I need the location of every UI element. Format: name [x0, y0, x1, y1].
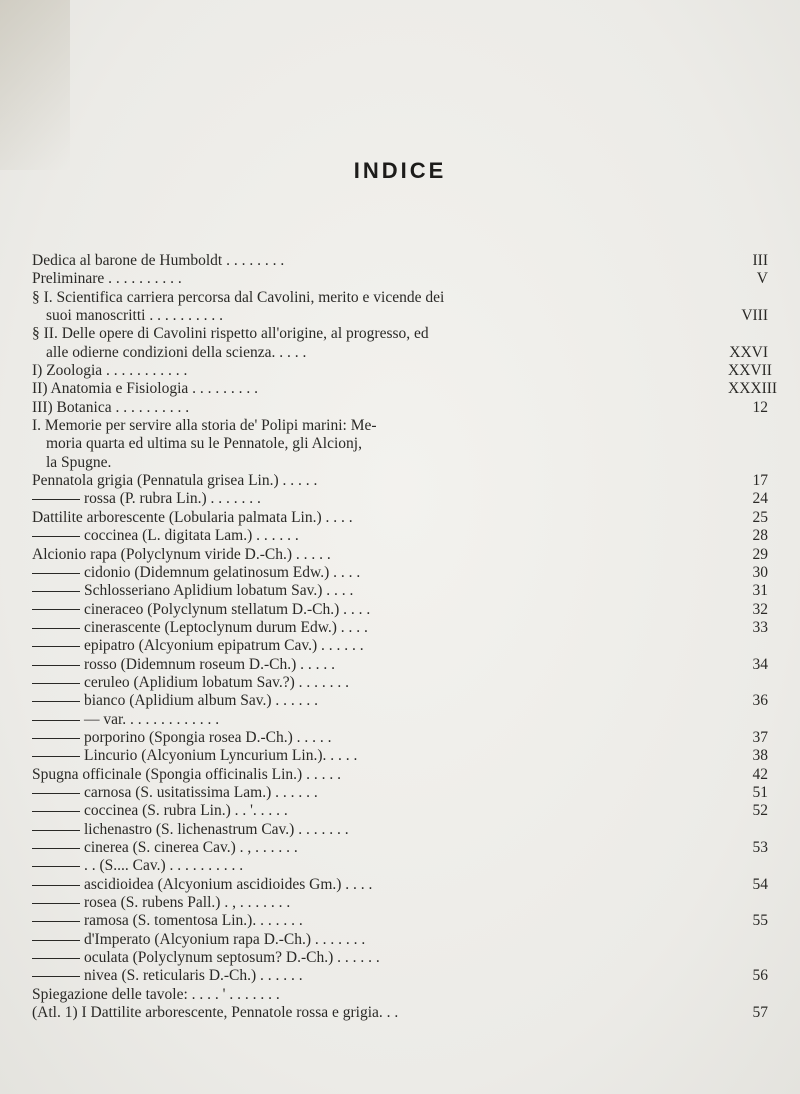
page-stain: [0, 0, 70, 170]
repeat-dash: [32, 609, 80, 610]
toc-entry: [32, 546, 768, 564]
toc-entry-text: [32, 454, 728, 472]
toc-entry: [32, 637, 768, 655]
toc-entry-label: — var. . . . . . . . . . . . .: [84, 710, 220, 728]
toc-entry-label: cidonio (Didemnum gelatinosum Edw.) . . . .: [84, 563, 361, 581]
toc-entry-text: [32, 472, 728, 490]
toc-entry-label: nivea (S. reticularis D.-Ch.) . . . . . .: [84, 967, 303, 985]
toc-entry-label: rosso (Didemnum roseum D.-Ch.) . . . . .: [84, 655, 335, 673]
toc-entry-label: § I. Scientifica carriera percorsa dal Cavolini, merito e vicende dei: [32, 288, 445, 306]
repeat-dash: [32, 720, 80, 721]
toc-entry-label: coccinea (S. rubra Lin.) . . '. . . . .: [84, 802, 288, 820]
toc-entry-page: 36: [752, 692, 768, 710]
toc-entry: [32, 289, 768, 307]
toc-entry: [32, 949, 768, 967]
toc-entry-label: Schlosseriano Aplidium lobatum Sav.) . . . .: [84, 582, 354, 600]
toc-entry-text: [32, 637, 728, 655]
toc-entry: [32, 325, 768, 343]
toc-entry-label: lichenastro (S. lichenastrum Cav.) . . . . . . .: [84, 820, 349, 838]
toc-entry: [32, 399, 768, 417]
toc-entry-page: III: [752, 252, 768, 269]
toc-entry: [32, 931, 768, 949]
toc-entry-page: 25: [752, 508, 768, 526]
repeat-dash: [32, 591, 80, 592]
toc-entry: [32, 784, 768, 802]
repeat-dash: [32, 738, 80, 739]
toc-entry-page: VIII: [741, 307, 768, 325]
table-of-contents: [32, 252, 778, 1022]
toc-entry-text: [32, 619, 728, 637]
toc-entry-label: § II. Delle opere di Cavolini rispetto all'origine, al progresso, ed: [32, 325, 429, 343]
repeat-dash: [32, 940, 80, 941]
toc-entry: [32, 912, 768, 930]
toc-entry-text: [32, 912, 728, 930]
toc-entry-label: II) Anatomia e Fisiologia . . . . . . . . .: [32, 380, 259, 398]
toc-entry-label: Pennatola grigia (Pennatula grisea Lin.) . . . . .: [32, 472, 318, 490]
repeat-dash: [32, 866, 80, 867]
toc-entry-text: [32, 876, 728, 894]
toc-entry-label: (Atl. 1) I Dattilite arborescente, Pennatole rossa e grigia. . .: [32, 1004, 399, 1022]
toc-entry-text: [32, 399, 728, 417]
toc-entry-page: 31: [752, 582, 768, 600]
toc-entry: [32, 747, 768, 765]
toc-entry: [32, 674, 768, 692]
toc-entry-label: cinerascente (Leptoclynum durum Edw.) . . . .: [84, 618, 368, 636]
toc-entry-text: [32, 857, 728, 875]
toc-entry: [32, 454, 768, 472]
toc-entry-page: 56: [752, 967, 768, 985]
repeat-dash: [32, 976, 80, 977]
toc-entry: [32, 1004, 768, 1022]
toc-entry-page: 29: [752, 545, 768, 563]
toc-entry-page: 54: [752, 875, 768, 893]
toc-entry-text: [32, 821, 728, 839]
toc-entry-page: XXXIII: [728, 380, 778, 398]
toc-entry-page: 24: [752, 490, 768, 508]
toc-entry-page: 12: [752, 398, 768, 416]
toc-entry-label: suoi manoscritti . . . . . . . . . .: [46, 307, 223, 325]
toc-entry: [32, 601, 768, 619]
toc-entry-text: [32, 949, 728, 967]
repeat-dash: [32, 756, 80, 757]
toc-entry: [32, 821, 768, 839]
toc-entry-text: [32, 747, 728, 765]
toc-entry-text: [32, 417, 728, 435]
toc-entry-text: [32, 527, 728, 545]
toc-entry: [32, 270, 768, 288]
toc-entry-label: I) Zoologia . . . . . . . . . . .: [32, 362, 188, 380]
toc-entry-label: . . (S.... Cav.) . . . . . . . . . .: [84, 857, 244, 875]
toc-entry: [32, 692, 768, 710]
toc-entry: [32, 656, 768, 674]
toc-entry-label: rosea (S. rubens Pall.) . , . . . . . . .: [84, 894, 291, 912]
toc-entry-text: [32, 435, 728, 453]
repeat-dash: [32, 683, 80, 684]
toc-entry-text: [32, 729, 728, 747]
toc-entry: [32, 435, 768, 453]
toc-entry: [32, 509, 768, 527]
toc-entry-text: [32, 509, 728, 527]
toc-entry-page: 38: [752, 747, 768, 765]
toc-entry-label: moria quarta ed ultima su le Pennatole, gli Alcionj,: [46, 435, 362, 453]
repeat-dash: [32, 830, 80, 831]
toc-entry-page: 30: [752, 563, 768, 581]
toc-entry: [32, 307, 768, 325]
toc-entry-text: [32, 344, 728, 362]
toc-entry-label: alle odierne condizioni della scienza. . . . .: [46, 343, 307, 361]
toc-entry-label: porporino (Spongia rosea D.-Ch.) . . . . .: [84, 728, 332, 746]
repeat-dash: [32, 903, 80, 904]
toc-entry-label: Dedica al barone de Humboldt . . . . . . . .: [32, 252, 285, 269]
toc-entry-text: [32, 564, 728, 582]
repeat-dash: [32, 885, 80, 886]
toc-entry-label: Alcionio rapa (Polyclynum viride D.-Ch.) . . . . .: [32, 545, 331, 563]
toc-entry: [32, 711, 768, 729]
toc-entry: [32, 802, 768, 820]
toc-entry-page: 51: [752, 783, 768, 801]
toc-entry-page: 34: [752, 655, 768, 673]
toc-entry-text: [32, 1004, 728, 1022]
toc-entry-page: 52: [752, 802, 768, 820]
toc-entry: [32, 876, 768, 894]
toc-entry-label: I. Memorie per servire alla storia de' Polipi marini: Me-: [32, 417, 377, 435]
toc-entry: [32, 839, 768, 857]
toc-entry: [32, 472, 768, 490]
toc-entry-label: ascidioidea (Alcyonium ascidioides Gm.) . . . .: [84, 875, 373, 893]
toc-entry-text: [32, 270, 728, 288]
toc-entry: [32, 766, 768, 784]
toc-entry-text: [32, 784, 728, 802]
toc-entry-text: [32, 325, 728, 343]
repeat-dash: [32, 573, 80, 574]
toc-entry-text: [32, 674, 728, 692]
toc-entry: [32, 252, 768, 270]
toc-entry-label: carnosa (S. usitatissima Lam.) . . . . . .: [84, 783, 318, 801]
toc-entry-label: cineraceo (Polyclynum stellatum D.-Ch.) . . . .: [84, 600, 371, 618]
toc-entry-text: [32, 692, 728, 710]
toc-entry-label: epipatro (Alcyonium epipatrum Cav.) . . . . . .: [84, 637, 364, 655]
toc-entry-text: [32, 490, 728, 508]
toc-entry: [32, 729, 768, 747]
page-title: INDICE: [353, 158, 447, 183]
toc-entry: [32, 527, 768, 545]
toc-entry: [32, 344, 768, 362]
toc-entry: [32, 619, 768, 637]
toc-entry-label: ramosa (S. tomentosa Lin.). . . . . . .: [84, 912, 303, 930]
toc-entry-page: 57: [752, 1004, 768, 1022]
repeat-dash: [32, 921, 80, 922]
repeat-dash: [32, 628, 80, 629]
repeat-dash: [32, 701, 80, 702]
toc-entry-label: III) Botanica . . . . . . . . . .: [32, 398, 190, 416]
toc-entry-label: Spiegazione delle tavole: . . . . ' . . . . . . .: [32, 985, 280, 1003]
toc-entry-page: 55: [752, 912, 768, 930]
toc-entry-label: cinerea (S. cinerea Cav.) . , . . . . . .: [84, 839, 298, 856]
toc-entry-page: 33: [752, 618, 768, 636]
repeat-dash: [32, 793, 80, 794]
toc-entry-page: 37: [752, 728, 768, 746]
toc-entry-page: 32: [752, 600, 768, 618]
toc-entry-page: 42: [752, 765, 768, 783]
repeat-dash: [32, 848, 80, 849]
toc-entry-page: XXVII: [728, 362, 772, 380]
toc-entry: [32, 564, 768, 582]
toc-entry: [32, 857, 768, 875]
toc-entry-page: 53: [752, 839, 768, 856]
toc-entry: [32, 582, 768, 600]
toc-entry-text: [32, 601, 728, 619]
toc-entry-label: Lincurio (Alcyonium Lyncurium Lin.). . . . .: [84, 747, 358, 765]
toc-entry-page: 28: [752, 527, 768, 545]
toc-entry: [32, 490, 768, 508]
toc-entry-label: Preliminare . . . . . . . . . .: [32, 270, 182, 288]
toc-entry-text: [32, 307, 728, 325]
repeat-dash: [32, 499, 80, 500]
toc-entry-page: 17: [752, 472, 768, 490]
toc-entry-label: ceruleo (Aplidium lobatum Sav.?) . . . . . . .: [84, 673, 350, 691]
toc-entry-text: [32, 656, 728, 674]
toc-entry-text: [32, 967, 728, 985]
toc-entry-text: [32, 839, 728, 857]
toc-entry-text: [32, 289, 728, 307]
toc-entry-text: [32, 546, 728, 564]
toc-entry-page: XXVI: [729, 343, 768, 361]
toc-entry-text: [32, 894, 728, 912]
toc-entry-label: la Spugne.: [46, 453, 112, 471]
toc-entry-text: [32, 802, 728, 820]
toc-entry-label: Spugna officinale (Spongia officinalis Lin.) . . . . .: [32, 765, 341, 783]
repeat-dash: [32, 665, 80, 666]
repeat-dash: [32, 646, 80, 647]
toc-entry-text: [32, 711, 728, 729]
repeat-dash: [32, 811, 80, 812]
toc-entry-text: [32, 362, 728, 380]
toc-entry-label: Dattilite arborescente (Lobularia palmata Lin.) . . . .: [32, 508, 353, 526]
toc-entry-label: coccinea (L. digitata Lam.) . . . . . .: [84, 527, 299, 545]
toc-entry: [32, 380, 778, 398]
toc-entry-text: [32, 380, 728, 398]
toc-entry-label: rossa (P. rubra Lin.) . . . . . . .: [84, 490, 261, 508]
toc-entry-text: [32, 766, 728, 784]
toc-entry-text: [32, 931, 728, 949]
toc-entry: [32, 967, 768, 985]
toc-entry-text: [32, 582, 728, 600]
toc-entry-label: d'Imperato (Alcyonium rapa D.-Ch.) . . . . . . .: [84, 930, 366, 948]
repeat-dash: [32, 536, 80, 537]
toc-entry-page: V: [756, 270, 768, 288]
toc-entry-label: bianco (Aplidium album Sav.) . . . . . .: [84, 692, 319, 710]
toc-entry-label: oculata (Polyclynum septosum? D.-Ch.) . . . . . .: [84, 949, 380, 967]
repeat-dash: [32, 958, 80, 959]
toc-entry: [32, 894, 768, 912]
toc-entry-text: [32, 252, 728, 270]
toc-entry: [32, 362, 772, 380]
toc-entry: [32, 986, 768, 1004]
toc-entry: [32, 417, 768, 435]
toc-entry-text: [32, 986, 728, 1004]
